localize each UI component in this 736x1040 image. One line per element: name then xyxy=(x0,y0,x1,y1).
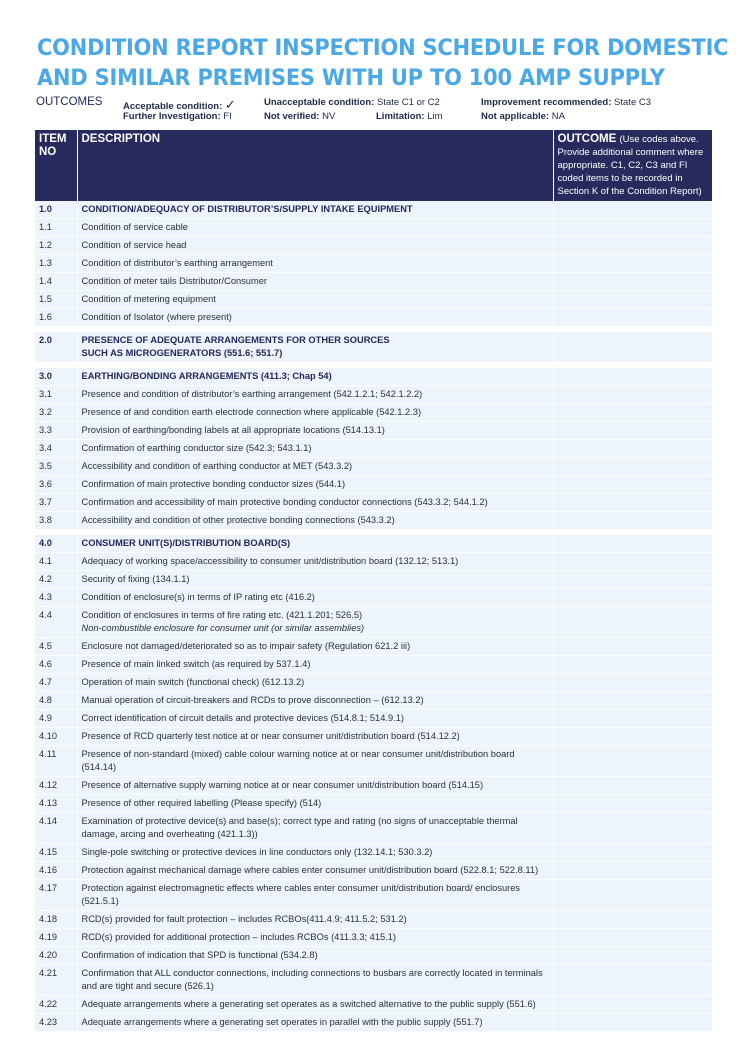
item-number: 4.18 xyxy=(35,911,77,929)
outcome-cell[interactable] xyxy=(553,844,712,862)
item-description-cell xyxy=(77,404,553,422)
item-number: 3.4 xyxy=(35,440,77,458)
outcome-cell[interactable] xyxy=(553,273,712,291)
item-description: Adequate arrangements where a generating set operates as a switched alternative to the public supply (551.6) xyxy=(81,999,536,1009)
item-description: Operation of main switch (functional check) (612.13.2) xyxy=(81,677,305,687)
outcome-cell[interactable] xyxy=(553,728,712,746)
outcome-cell[interactable] xyxy=(553,494,712,512)
item-number: 4.23 xyxy=(35,1014,77,1032)
check-icon: ✓ xyxy=(224,97,236,112)
outcome-cell[interactable] xyxy=(553,710,712,728)
item-number: 4.16 xyxy=(35,862,77,880)
item-description: Condition of enclosure(s) in terms of IP rating etc (416.2) xyxy=(81,592,315,602)
outcome-cell[interactable] xyxy=(553,795,712,813)
code-value: Lim xyxy=(427,111,443,122)
code-value: NV xyxy=(322,111,336,122)
table-row xyxy=(35,710,712,728)
table-row xyxy=(35,219,712,237)
item-description: Adequate arrangements where a generating set operates in parallel with the public supply (551.7) xyxy=(81,1017,483,1027)
item-description: Presence of and condition earth electrode connection where applicable (542.1.2.3) xyxy=(81,407,422,417)
item-description-cell xyxy=(77,777,553,795)
item-number: 3.2 xyxy=(35,404,77,422)
outcome-cell[interactable] xyxy=(553,553,712,571)
table-row xyxy=(35,476,712,494)
section-title: EARTHING/BONDING ARRANGEMENTS (411.3; Chap 54) xyxy=(81,371,332,381)
item-description: Confirmation of indication that SPD is functional (534.2.8) xyxy=(81,950,318,960)
item-description: Presence of main linked switch (as required by 537.1.4) xyxy=(81,659,311,669)
item-number: 1.4 xyxy=(35,273,77,291)
table-row xyxy=(35,656,712,674)
item-description-cell xyxy=(77,947,553,965)
outcome-cell[interactable] xyxy=(553,589,712,607)
table-row xyxy=(35,1014,712,1032)
item-description-cell xyxy=(77,309,553,327)
outcome-cell[interactable] xyxy=(553,237,712,255)
item-number: 4.11 xyxy=(35,746,77,777)
table-row xyxy=(35,911,712,929)
outcome-cell[interactable] xyxy=(553,692,712,710)
item-number: 4.1 xyxy=(35,553,77,571)
table-row xyxy=(35,996,712,1014)
table-row xyxy=(35,674,712,692)
item-description: RCD(s) provided for additional protection – includes RCBOs (411.3.3; 415.1) xyxy=(81,932,397,942)
outcome-cell[interactable] xyxy=(553,422,712,440)
item-number: 1.6 xyxy=(35,309,77,327)
item-number: 4.9 xyxy=(35,710,77,728)
table-row xyxy=(35,512,712,530)
code-not-applicable xyxy=(481,111,565,122)
item-description-cell xyxy=(77,422,553,440)
item-number: 4.8 xyxy=(35,692,77,710)
section-row xyxy=(35,535,712,553)
outcome-cell[interactable] xyxy=(553,880,712,911)
item-description-cell xyxy=(77,880,553,911)
item-description-cell xyxy=(77,476,553,494)
table-row xyxy=(35,494,712,512)
item-description-cell xyxy=(77,674,553,692)
item-number: 4.19 xyxy=(35,929,77,947)
table-row xyxy=(35,607,712,638)
outcome-cell[interactable] xyxy=(553,476,712,494)
code-value: State C3 xyxy=(614,97,652,108)
outcome-cell[interactable] xyxy=(553,638,712,656)
section-title: CONSUMER UNIT(S)/DISTRIBUTION BOARD(S) xyxy=(81,538,291,548)
item-description: Adequacy of working space/accessibility to consumer unit/distribution board (132.12; 513.1) xyxy=(81,556,459,566)
item-description-cell xyxy=(77,237,553,255)
item-description: Confirmation of main protective bonding conductor sizes (544.1) xyxy=(81,479,346,489)
outcome-cell[interactable] xyxy=(553,535,712,553)
item-number: 4.17 xyxy=(35,880,77,911)
outcome-cell[interactable] xyxy=(553,386,712,404)
outcome-cell[interactable] xyxy=(553,571,712,589)
outcome-cell[interactable] xyxy=(553,947,712,965)
section-number: 2.0 xyxy=(35,332,77,363)
title-line-2: AND SIMILAR PREMISES WITH UP TO 100 AMP SUPPLY xyxy=(37,65,665,91)
item-description-cell xyxy=(77,929,553,947)
table-row xyxy=(35,638,712,656)
item-description: RCD(s) provided for fault protection – includes RCBOs(411.4.9; 411.5.2; 531.2) xyxy=(81,914,407,924)
table-header-row xyxy=(35,130,712,201)
item-description-cell xyxy=(77,638,553,656)
section-description xyxy=(77,332,553,363)
code-further-investigation xyxy=(123,111,232,122)
item-number: 1.3 xyxy=(35,255,77,273)
item-description-cell xyxy=(77,458,553,476)
item-description: Confirmation of earthing conductor size (542.3; 543.1.1) xyxy=(81,443,312,453)
outcome-cell[interactable] xyxy=(553,201,712,219)
outcome-cell[interactable] xyxy=(553,332,712,363)
item-number: 4.13 xyxy=(35,795,77,813)
outcome-cell[interactable] xyxy=(553,368,712,386)
table-row xyxy=(35,965,712,996)
item-description-cell xyxy=(77,219,553,237)
item-number: 4.7 xyxy=(35,674,77,692)
item-number: 4.10 xyxy=(35,728,77,746)
code-name: Not applicable: xyxy=(481,111,550,122)
code-unacceptable xyxy=(264,97,440,108)
section-title: CONDITION/ADEQUACY OF DISTRIBUTOR’S/SUPPLY INTAKE EQUIPMENT xyxy=(81,204,413,214)
item-description-cell xyxy=(77,844,553,862)
section-title: PRESENCE OF ADEQUATE ARRANGEMENTS FOR OTHER SOURCES xyxy=(81,335,390,345)
item-number: 4.5 xyxy=(35,638,77,656)
item-description: Accessibility and condition of earthing conductor at MET (543.3.2) xyxy=(81,461,353,471)
code-value: NA xyxy=(551,111,565,122)
item-number: 3.7 xyxy=(35,494,77,512)
outcomes-label: OUTCOMES xyxy=(36,96,103,108)
item-description-cell xyxy=(77,692,553,710)
table-row xyxy=(35,309,712,327)
table-row xyxy=(35,458,712,476)
table-row xyxy=(35,880,712,911)
item-description-cell xyxy=(77,291,553,309)
outcome-cell[interactable] xyxy=(553,512,712,530)
item-description: Condition of enclosures in terms of fire rating etc. (421.1.201; 526.5) xyxy=(81,610,363,620)
section-row xyxy=(35,368,712,386)
item-description: Condition of service cable xyxy=(81,222,188,232)
table-row xyxy=(35,589,712,607)
item-description-cell xyxy=(77,440,553,458)
table-row xyxy=(35,692,712,710)
item-description-cell xyxy=(77,728,553,746)
item-description-cell xyxy=(77,494,553,512)
section-number: 4.0 xyxy=(35,535,77,553)
outcome-cell[interactable] xyxy=(553,862,712,880)
section-description xyxy=(77,535,553,553)
table-row xyxy=(35,386,712,404)
section-number: 3.0 xyxy=(35,368,77,386)
item-number: 4.2 xyxy=(35,571,77,589)
section-number: 1.0 xyxy=(35,201,77,219)
section-description xyxy=(77,201,553,219)
code-name: Unacceptable condition: xyxy=(264,97,375,108)
item-number: 4.21 xyxy=(35,965,77,996)
item-number: 1.1 xyxy=(35,219,77,237)
outcome-cell[interactable] xyxy=(553,440,712,458)
outcome-cell[interactable] xyxy=(553,965,712,996)
code-name: Limitation: xyxy=(376,111,425,122)
item-description-cell xyxy=(77,795,553,813)
item-description: Presence of alternative supply warning notice at or near consumer unit/distribution board (514.15) xyxy=(81,780,484,790)
item-description: Enclosure not damaged/deteriorated so as to impair safety (Regulation 621.2 iii) xyxy=(81,641,411,651)
item-number: 1.5 xyxy=(35,291,77,309)
item-description: Condition of distributor’s earthing arrangement xyxy=(81,258,273,268)
header-item-no xyxy=(35,130,77,201)
header-description: DESCRIPTION xyxy=(77,130,553,201)
item-description: Confirmation and accessibility of main protective bonding conductor connections (543.3.2; 544.1.2) xyxy=(81,497,488,507)
item-description-cell xyxy=(77,571,553,589)
item-description-cell xyxy=(77,746,553,777)
code-improvement xyxy=(481,97,651,108)
table-row xyxy=(35,929,712,947)
item-description: Manual operation of circuit-breakers and RCDs to prove disconnection – (612.13.2) xyxy=(81,695,424,705)
item-number: 1.2 xyxy=(35,237,77,255)
table-row xyxy=(35,746,712,777)
item-number: 4.22 xyxy=(35,996,77,1014)
table-row xyxy=(35,273,712,291)
item-description-cell xyxy=(77,255,553,273)
item-description: Condition of service head xyxy=(81,240,187,250)
item-description-cell xyxy=(77,862,553,880)
outcome-cell[interactable] xyxy=(553,929,712,947)
section-title-line-2: SUCH AS MICROGENERATORS (551.6; 551.7) xyxy=(81,348,283,358)
item-description-cell xyxy=(77,710,553,728)
table-row xyxy=(35,291,712,309)
inspection-schedule-table xyxy=(35,130,712,1032)
item-description-cell xyxy=(77,813,553,844)
section-row xyxy=(35,201,712,219)
table-row xyxy=(35,844,712,862)
header-outcome xyxy=(553,130,712,201)
item-number: 3.6 xyxy=(35,476,77,494)
outcome-cell[interactable] xyxy=(553,746,712,777)
outcomes-legend xyxy=(36,96,726,126)
item-number: 4.3 xyxy=(35,589,77,607)
item-note: Non-combustible enclosure for consumer unit (or similar assemblies) xyxy=(81,623,365,633)
outcome-cell[interactable] xyxy=(553,255,712,273)
outcome-cell[interactable] xyxy=(553,291,712,309)
outcome-cell[interactable] xyxy=(553,404,712,422)
item-number: 4.12 xyxy=(35,777,77,795)
item-description: Condition of Isolator (where present) xyxy=(81,312,232,322)
item-number: 4.6 xyxy=(35,656,77,674)
item-description: Single-pole switching or protective devices in line conductors only (132.14.1; 530.3.2) xyxy=(81,847,433,857)
item-description: Protection against electromagnetic effects where cables enter consumer unit/distribution board/ enclosures (521.5.1) xyxy=(81,883,521,906)
code-name: Not verified: xyxy=(264,111,320,122)
section-description xyxy=(77,368,553,386)
code-value: FI xyxy=(223,111,232,122)
outcome-cell[interactable] xyxy=(553,458,712,476)
item-description: Presence of non-standard (mixed) cable colour warning notice at or near consumer unit/distribution board (514.14) xyxy=(81,749,515,772)
table-row xyxy=(35,255,712,273)
item-number: 3.5 xyxy=(35,458,77,476)
item-description-cell xyxy=(77,273,553,291)
item-description: Confirmation that ALL conductor connections, including connections to busbars are correctly located in terminals and are tight and secure (526.1) xyxy=(81,968,543,991)
item-number: 4.14 xyxy=(35,813,77,844)
table-row xyxy=(35,777,712,795)
code-not-verified xyxy=(264,111,335,122)
table-row xyxy=(35,404,712,422)
code-name: Further Investigation: xyxy=(123,111,221,122)
code-limitation xyxy=(376,111,443,122)
table-row xyxy=(35,422,712,440)
header-outcome-label: OUTCOME xyxy=(557,133,617,145)
outcome-cell[interactable] xyxy=(553,309,712,327)
item-description: Presence of RCD quarterly test notice at or near consumer unit/distribution board (514.12.2) xyxy=(81,731,460,741)
page-title xyxy=(37,33,729,93)
item-description-cell xyxy=(77,386,553,404)
header-outcome-note: (Use codes above. Provide additional comment where appropriate. C1, C2, C3 and FI coded items to be recorded in Section K of the Condition Report) xyxy=(557,134,704,197)
code-name: Acceptable condition: xyxy=(123,101,223,112)
header-item-label: ITEM NO xyxy=(39,133,67,158)
table-row xyxy=(35,862,712,880)
item-description-cell xyxy=(77,656,553,674)
table-row xyxy=(35,237,712,255)
item-description: Examination of protective device(s) and base(s); correct type and rating (no signs of unacceptable thermal damage, arcing and overheating (421.1.3)) xyxy=(81,816,518,839)
outcome-cell[interactable] xyxy=(553,607,712,638)
outcome-cell[interactable] xyxy=(553,996,712,1014)
item-number: 4.15 xyxy=(35,844,77,862)
item-number: 4.4 xyxy=(35,607,77,638)
outcome-cell[interactable] xyxy=(553,1014,712,1032)
table-row xyxy=(35,813,712,844)
outcome-cell[interactable] xyxy=(553,674,712,692)
item-description: Correct identification of circuit details and protective devices (514.8.1; 514.9.1) xyxy=(81,713,404,723)
item-number: 3.8 xyxy=(35,512,77,530)
table-row xyxy=(35,440,712,458)
item-description-cell xyxy=(77,996,553,1014)
outcome-cell[interactable] xyxy=(553,813,712,844)
item-description: Presence and condition of distributor’s earthing arrangement (542.1.2.1; 542.1.2.2) xyxy=(81,389,423,399)
item-description-cell xyxy=(77,911,553,929)
outcome-cell[interactable] xyxy=(553,219,712,237)
item-description: Condition of metering equipment xyxy=(81,294,216,304)
table-row xyxy=(35,571,712,589)
item-number: 3.1 xyxy=(35,386,77,404)
table-row xyxy=(35,728,712,746)
item-description-cell xyxy=(77,512,553,530)
code-value: State C1 or C2 xyxy=(376,97,440,108)
outcome-cell[interactable] xyxy=(553,777,712,795)
item-description: Provision of earthing/bonding labels at all appropriate locations (514.13.1) xyxy=(81,425,385,435)
item-description: Accessibility and condition of other protective bonding connections (543.3.2) xyxy=(81,515,395,525)
item-number: 4.20 xyxy=(35,947,77,965)
item-description-cell xyxy=(77,589,553,607)
item-description-cell xyxy=(77,607,553,638)
table-row xyxy=(35,553,712,571)
code-name: Improvement recommended: xyxy=(481,97,612,108)
item-description-cell xyxy=(77,1014,553,1032)
table-body xyxy=(35,201,712,1032)
item-description: Protection against mechanical damage where cables enter consumer unit/distribution board (522.8.1; 522.8.11) xyxy=(81,865,539,875)
table-row xyxy=(35,947,712,965)
table-row xyxy=(35,795,712,813)
outcome-cell[interactable] xyxy=(553,911,712,929)
outcome-cell[interactable] xyxy=(553,656,712,674)
item-description: Condition of meter tails Distributor/Consumer xyxy=(81,276,267,286)
section-row xyxy=(35,332,712,363)
title-line-1: CONDITION REPORT INSPECTION SCHEDULE FOR DOMESTIC xyxy=(37,35,729,61)
item-description: Presence of other required labelling (Please specify) (514) xyxy=(81,798,322,808)
item-description: Security of fixing (134.1.1) xyxy=(81,574,190,584)
item-description-cell xyxy=(77,965,553,996)
item-description-cell xyxy=(77,553,553,571)
item-number: 3.3 xyxy=(35,422,77,440)
